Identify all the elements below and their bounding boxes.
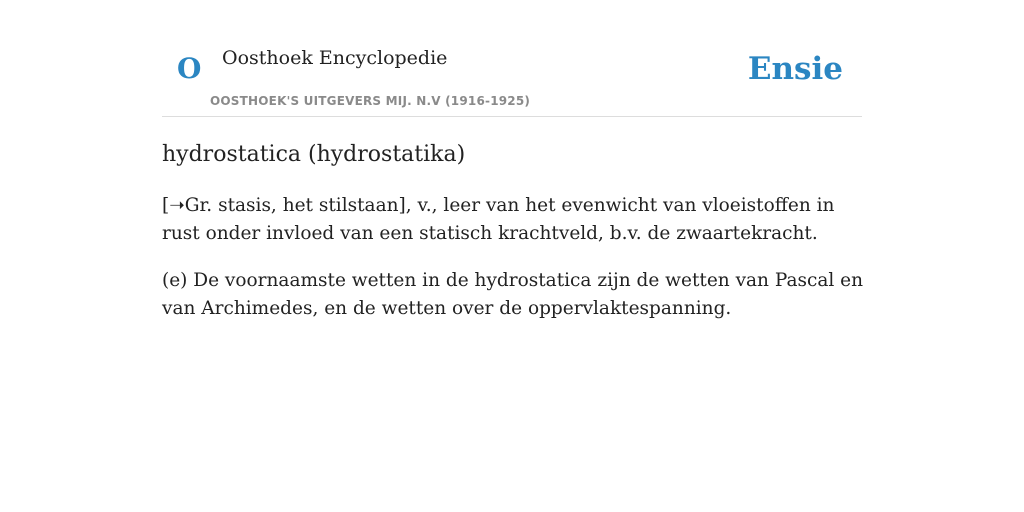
source-header (162, 0, 862, 117)
entry-title: hydrostatica (hydrostatika) (162, 142, 466, 167)
source-logo-icon[interactable]: O (177, 52, 202, 85)
source-subtitle: OOSTHOEK'S UITGEVERS MIJ. N.V (1916-1925) (210, 94, 531, 108)
entry-body (162, 192, 867, 342)
entry-paragraph: [➝Gr. stasis, het stilstaan], v., leer van het evenwicht van vloeistoffen in rust onder invloed van een statisch krachtveld, b.v. de zwaartekracht. (162, 195, 835, 244)
entry-paragraph: (e) De voornaamste wetten in de hydrostatica zijn de wetten van Pascal en van Archimedes, en de wetten over de oppervlaktespanning. (162, 270, 864, 319)
source-title[interactable]: Oosthoek Encyclopedie (222, 47, 448, 69)
ensie-brand-link[interactable]: Ensie (747, 51, 843, 87)
